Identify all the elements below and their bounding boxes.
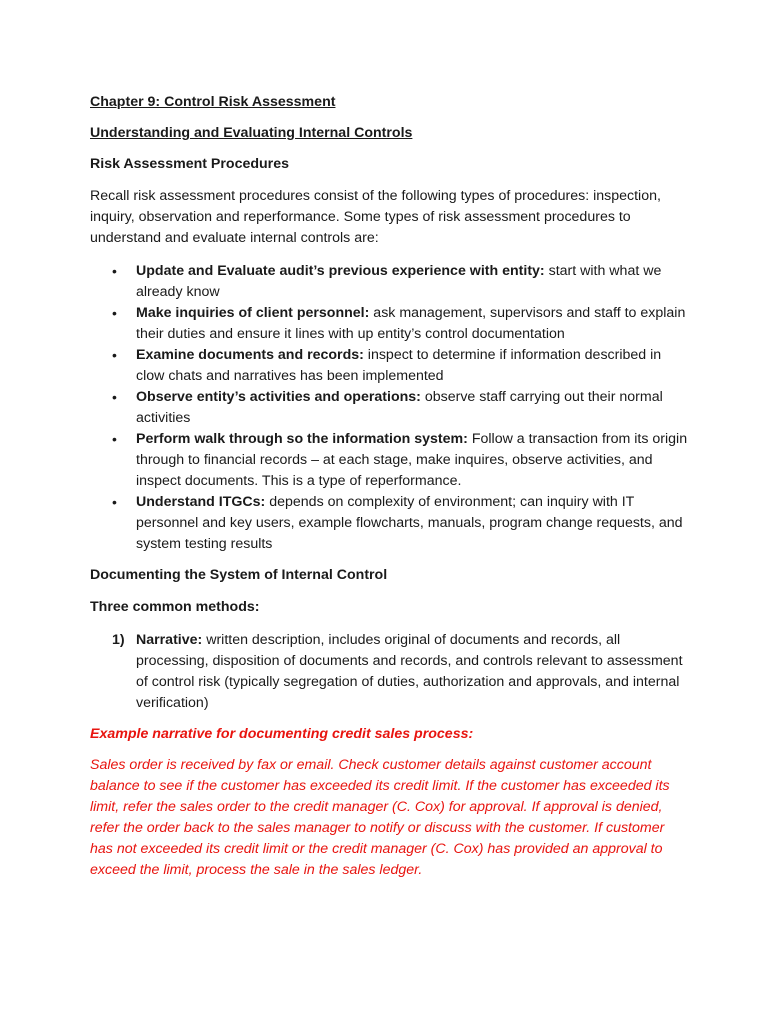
subsection-risk-assessment-procedures: Risk Assessment Procedures: [90, 156, 289, 172]
list-item-text: inspect to determine if information described in clow chats and narratives has been implemented: [136, 347, 662, 384]
list-item-text: start with what we already know: [136, 263, 662, 300]
list-item: [90, 492, 690, 555]
list-item: [90, 630, 690, 714]
list-item: [90, 387, 690, 429]
list-item-term: Make inquiries of client personnel:: [136, 305, 370, 321]
example-heading: Example narrative for documenting credit sales process:: [90, 726, 474, 742]
list-item-text: depends on complexity of environment; can inquiry with IT personnel and key users, example flowcharts, manuals, program change requests, and system testing results: [136, 494, 683, 552]
list-item-text: written description, includes original of documents and records, all processing, disposition of documents and records, and controls relevant to assessment of control risk (typically segregation of duties, authorization and approvals, and internal verification): [136, 632, 683, 711]
bullet-icon: •: [112, 431, 117, 447]
list-item: [90, 261, 690, 303]
list-item: [90, 429, 690, 492]
document-page: [90, 92, 690, 881]
list-item-number: 1): [112, 632, 125, 648]
subsection-documenting-internal-control: Documenting the System of Internal Control: [90, 567, 388, 583]
list-item-term: Update and Evaluate audit’s previous experience with entity:: [136, 263, 545, 279]
section-title: Understanding and Evaluating Internal Controls: [90, 125, 413, 141]
list-item: [90, 345, 690, 387]
chapter-title: Chapter 9: Control Risk Assessment: [90, 94, 336, 110]
list-item-text: Follow a transaction from its origin through to financial records – at each stage, make inquires, observe activities, and inspect documents. This is a type of reperformance.: [136, 431, 688, 489]
subsection-three-common-methods: Three common methods:: [90, 599, 260, 615]
bullet-icon: •: [112, 494, 117, 510]
procedures-bullet-list: [90, 261, 690, 555]
list-item-term: Examine documents and records:: [136, 347, 364, 363]
list-item-text: ask management, supervisors and staff to explain their duties and ensure it lines with up entity’s control documentation: [136, 305, 686, 342]
intro-paragraph: Recall risk assessment procedures consist of the following types of procedures: inspection, inquiry, observation and reperformance. Some types of risk assessment procedures to understand and evaluate internal controls are:: [90, 188, 661, 246]
bullet-icon: •: [112, 263, 117, 279]
bullet-icon: •: [112, 305, 117, 321]
list-item-term: Narrative:: [136, 632, 203, 648]
list-item: [90, 303, 690, 345]
list-item-text: observe staff carrying out their normal activities: [136, 389, 663, 426]
methods-numbered-list: [90, 630, 690, 714]
list-item-term: Observe entity’s activities and operations:: [136, 389, 421, 405]
list-item-term: Understand ITGCs:: [136, 494, 266, 510]
list-item-term: Perform walk through so the information system:: [136, 431, 468, 447]
example-narrative-text: Sales order is received by fax or email. Check customer details against customer account balance to see if the customer has exceeded its credit limit. If the customer has exceeded its limit, refer the sales order to the credit manager (C. Cox) for approval. If approval is denied, refer the order back to the sales manager to notify or discuss with the customer. If customer has not exceeded its credit limit or the credit manager (C. Cox) has provided an approval to exceed the limit, process the sale in the sales ledger.: [90, 757, 670, 878]
bullet-icon: •: [112, 389, 117, 405]
bullet-icon: •: [112, 347, 117, 363]
